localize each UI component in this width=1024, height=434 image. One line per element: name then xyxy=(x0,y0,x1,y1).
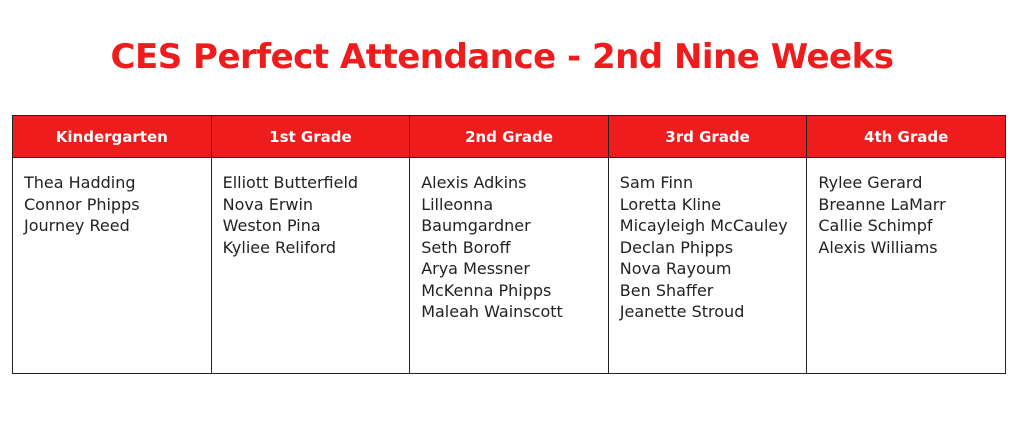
student-name: Micayleigh McCauley xyxy=(619,216,788,235)
student-name: McKenna Phipps xyxy=(421,280,552,300)
student-name: Kyliee Reliford xyxy=(222,237,337,257)
student-name: Maleah Wainscott xyxy=(421,302,563,321)
student-name: Nova Erwin xyxy=(222,194,314,214)
page-title: CES Perfect Attendance - 2nd Nine Weeks xyxy=(110,37,894,77)
student-name: Arya Messner xyxy=(421,259,530,278)
student-name: Alexis Williams xyxy=(818,237,938,257)
name-list xyxy=(410,158,608,323)
student-name: Rylee Gerard xyxy=(818,173,923,192)
column-3rd-grade xyxy=(609,116,808,373)
column-2nd-grade xyxy=(410,116,609,373)
column-header: 4th Grade xyxy=(807,116,1005,158)
student-name: Sam Finn xyxy=(619,173,694,192)
column-4th-grade xyxy=(807,116,1005,373)
column-header: 2nd Grade xyxy=(410,116,608,158)
student-name: Declan Phipps xyxy=(619,237,734,257)
name-list xyxy=(609,158,807,323)
column-header: 3rd Grade xyxy=(609,116,807,158)
student-name: Breanne LaMarr xyxy=(818,194,946,214)
column-header: 1st Grade xyxy=(212,116,410,158)
name-list xyxy=(212,158,410,258)
student-name: Ben Shaffer xyxy=(619,280,714,300)
column-kindergarten xyxy=(13,116,212,373)
name-list xyxy=(807,158,1005,258)
column-header: Kindergarten xyxy=(13,116,211,158)
student-name: Journey Reed xyxy=(24,216,130,235)
column-1st-grade xyxy=(212,116,411,373)
student-name: Loretta Kline xyxy=(619,194,722,214)
student-name: Baumgardner xyxy=(421,216,531,235)
student-name: Connor Phipps xyxy=(24,194,140,214)
student-name: Thea Hadding xyxy=(24,173,136,192)
student-name: Jeanette Stroud xyxy=(619,302,745,321)
student-name: Nova Rayoum xyxy=(619,259,732,278)
student-name: Lilleonna xyxy=(421,194,494,214)
student-name: Elliott Butterfield xyxy=(222,173,359,192)
student-name: Seth Boroff xyxy=(421,237,511,257)
attendance-table xyxy=(12,115,1006,374)
student-name: Weston Pina xyxy=(222,216,321,235)
student-name: Alexis Adkins xyxy=(421,173,527,192)
name-list xyxy=(13,158,211,237)
student-name: Callie Schimpf xyxy=(818,216,933,235)
